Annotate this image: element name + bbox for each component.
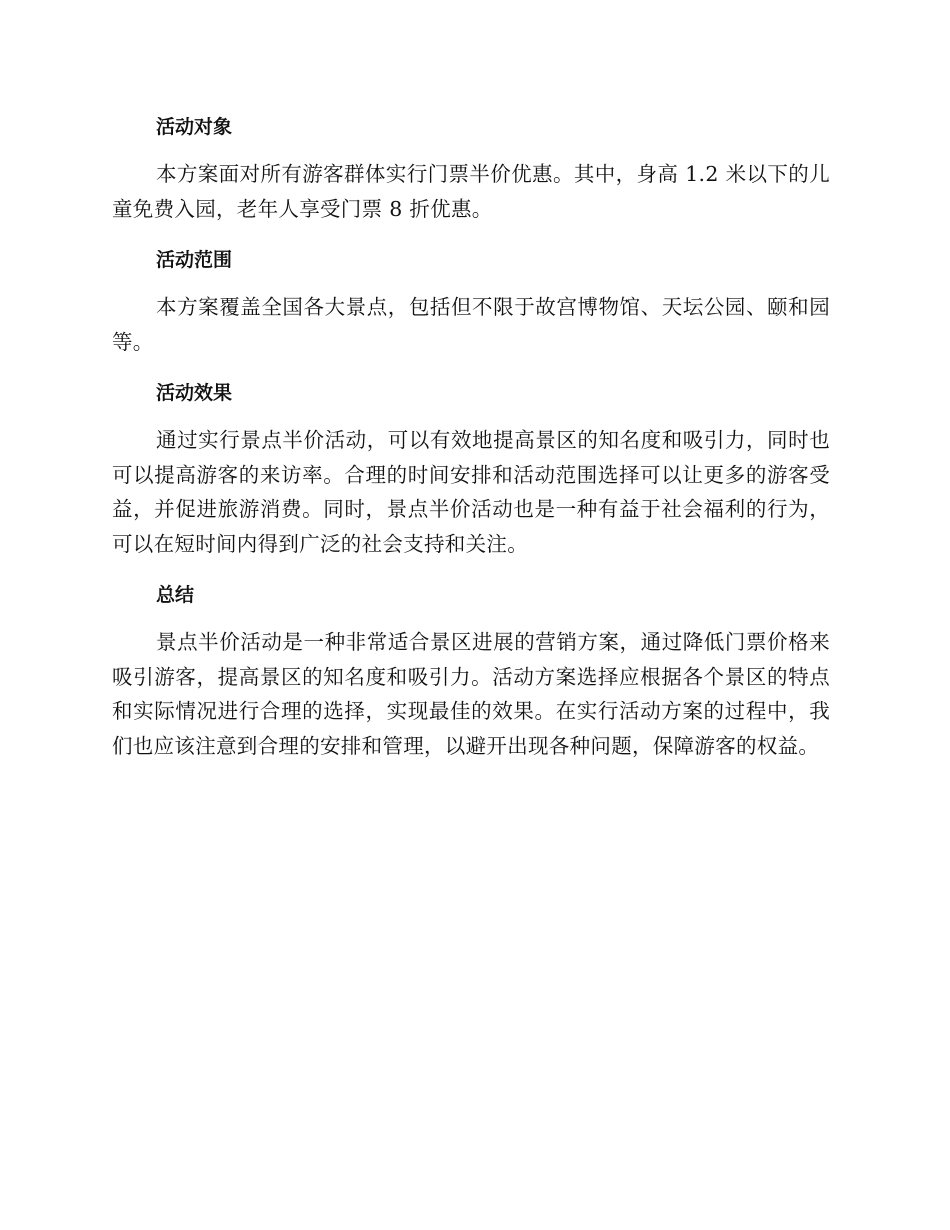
section-paragraph: 本方案面对所有游客群体实行门票半价优惠。其中，身高 1.2 米以下的儿童免费入园，老年人享受门票 8 折优惠。 [112,162,830,221]
section-paragraph: 景点半价活动是一种非常适合景区进展的营销方案，通过降低门票价格来吸引游客，提高景区的知名度和吸引力。活动方案选择应根据各个景区的特点和实际情况进行合理的选择，实现最佳的效果。在实行活动方案的过程中，我们也应该注意到合理的安排和管理，以避开出现各种问题，保障游客的权益。 [112,630,830,758]
section-heading: 活动效果 [156,382,233,404]
section-target-audience [112,106,830,226]
section-summary [112,574,830,763]
section-scope [112,239,830,359]
section-heading: 活动对象 [156,116,233,138]
section-heading: 活动范围 [156,249,233,271]
document-page [112,106,830,776]
section-effect [112,372,830,561]
section-paragraph: 通过实行景点半价活动，可以有效地提高景区的知名度和吸引力，同时也可以提高游客的来访率。合理的时间安排和活动范围选择可以让更多的游客受益，并促进旅游消费。同时，景点半价活动也是一种有益于社会福利的行为，可以在短时间内得到广泛的社会支持和关注。 [112,428,830,556]
section-paragraph: 本方案覆盖全国各大景点，包括但不限于故宫博物馆、天坛公园、颐和园等。 [112,295,830,354]
section-heading: 总结 [156,584,195,606]
